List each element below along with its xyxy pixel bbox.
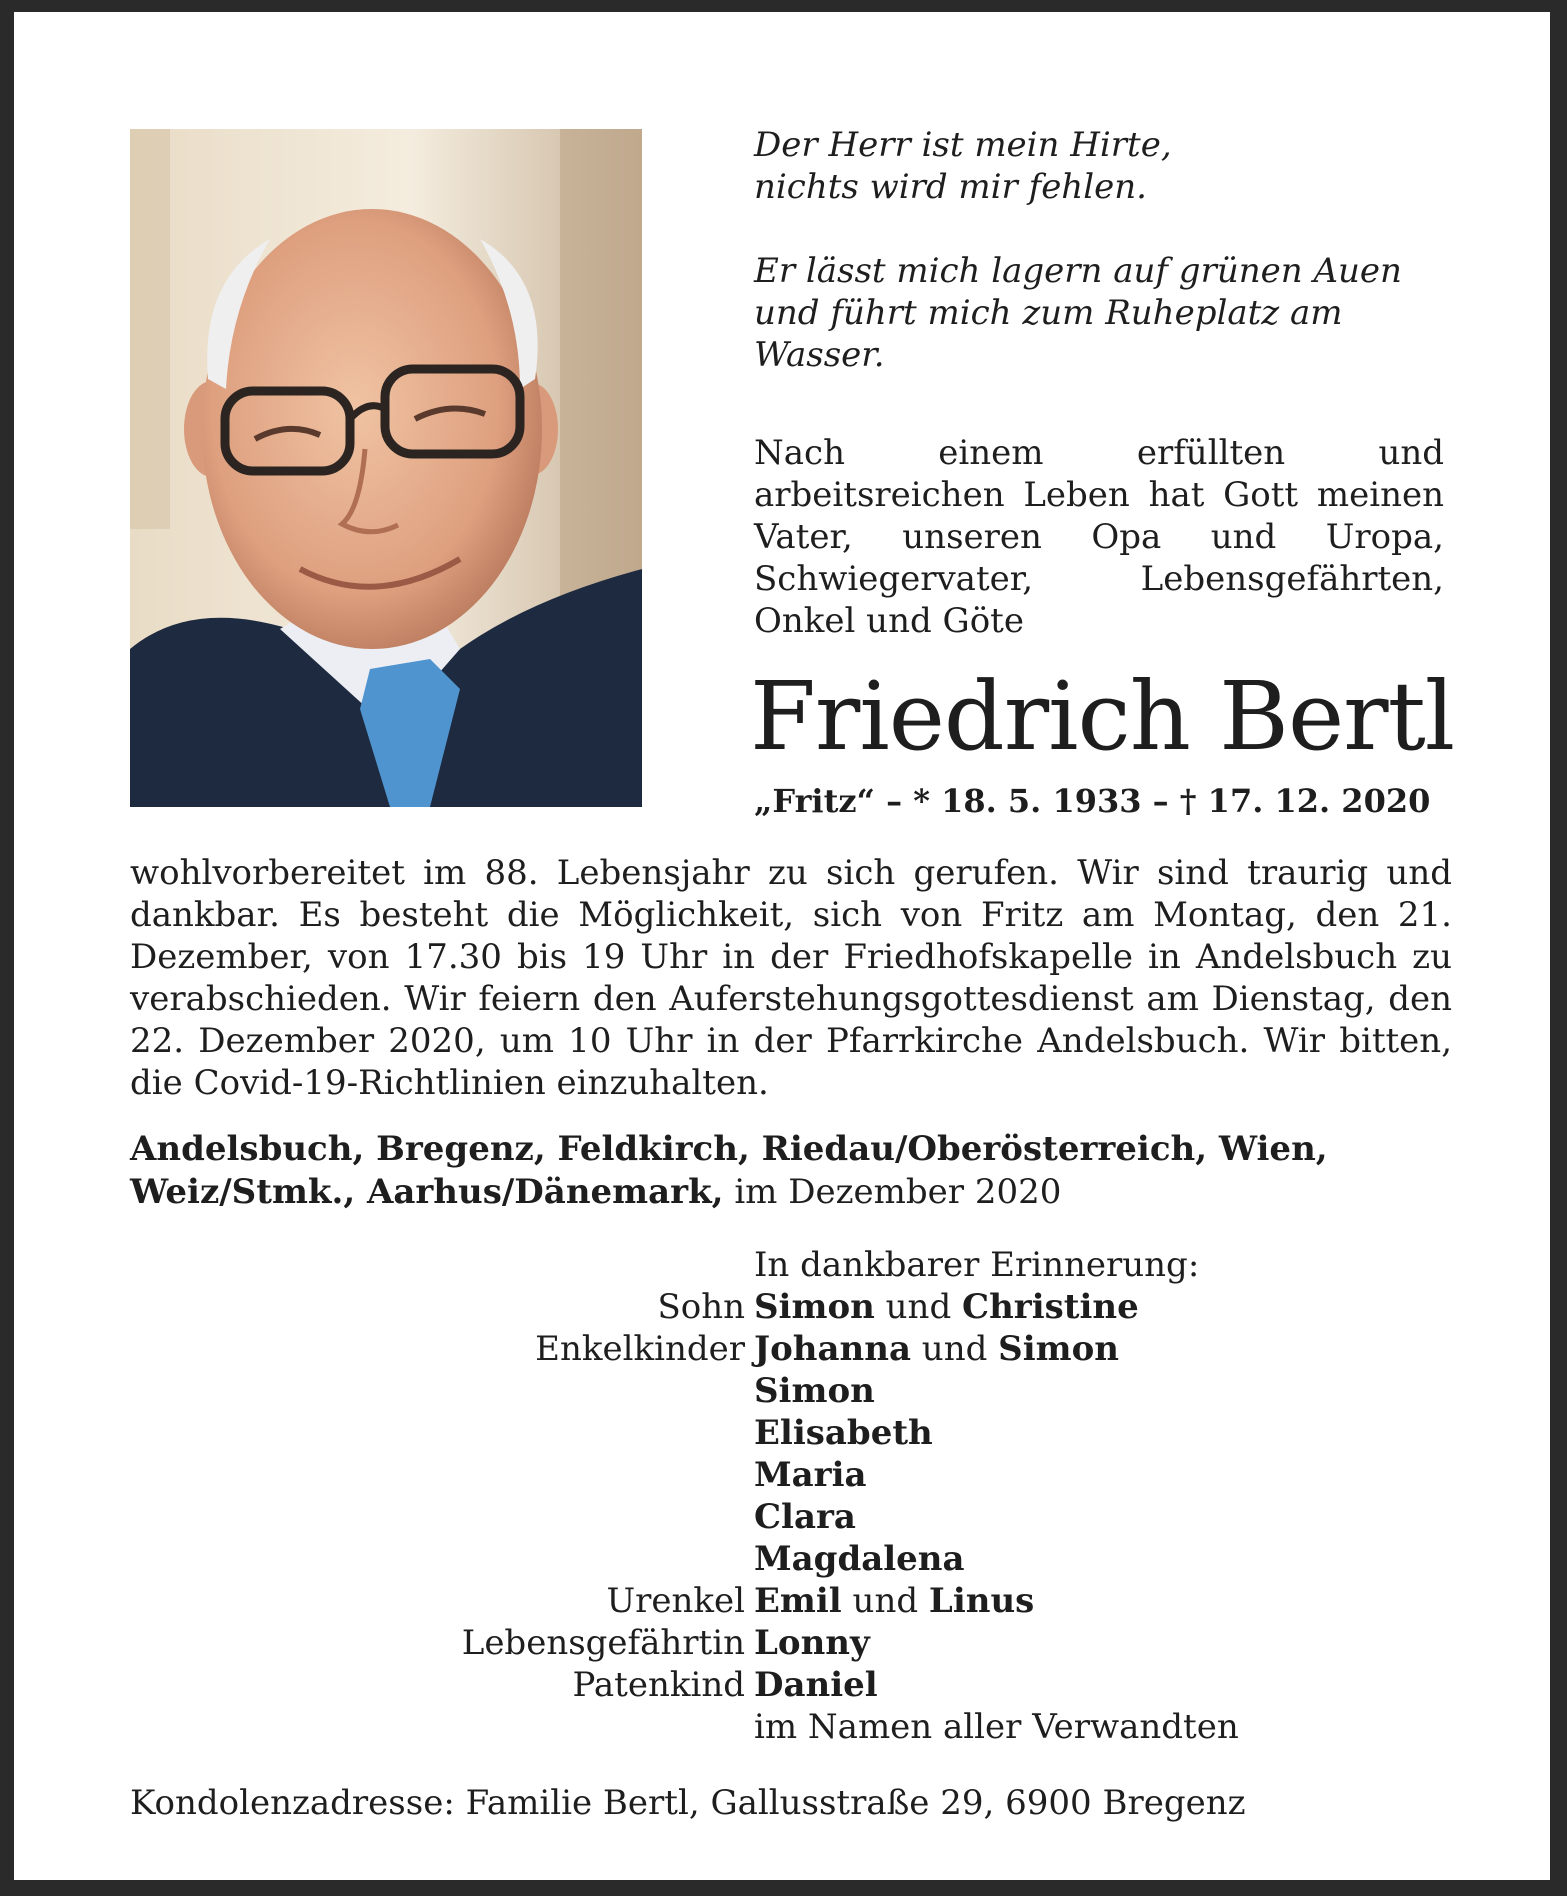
places-date: im Dezember 2020 [734,1172,1062,1212]
family-row-grandchild [130,1538,1452,1580]
family-row-godchild [130,1664,1452,1706]
closing-text: im Namen aller Verwandten [754,1707,1239,1747]
intro-text: Nach einem erfüllten und arbeitsreichen Leben hat Gott meinen Vater, unseren Opa und Uropa, Schwiegervater, Lebensgefährten, Onkel und Göte [754,433,1444,641]
family-row-son [130,1286,1452,1328]
family-name: Simon [754,1371,875,1411]
family-names [754,1580,1034,1622]
family-row-grandchild [130,1454,1452,1496]
family-name: Lonny [754,1623,870,1663]
memory-heading: In dankbarer Erinnerung: [754,1245,1200,1285]
relation-label: Enkelkinder [535,1329,745,1369]
places-list: Andelsbuch, Bregenz, Feldkirch, Riedau/Oberösterreich, Wien, Weiz/Stmk., Aarhus/Dänemark, [130,1129,1328,1212]
psalm-line: nichts wird mir fehlen. [754,167,1147,207]
nickname: „Fritz“ [754,782,875,820]
psalm-line: und führt mich zum Ruheplatz am Wasser. [754,293,1343,375]
obituary-page [14,12,1550,1880]
conjunction: und [885,1287,952,1327]
conjunction: und [852,1581,919,1621]
relation-label: Lebensgefährtin [461,1623,745,1663]
family-names [754,1328,1119,1370]
birth-label: – * [886,782,930,820]
family-row-grandchild [130,1412,1452,1454]
family-name: Simon [998,1329,1120,1369]
family-name: Magdalena [754,1539,965,1579]
deceased-name: Friedrich Bertl [750,662,1455,772]
family-row-grandchild [130,1496,1452,1538]
family-name: Emil [754,1581,842,1621]
family-name: Linus [928,1581,1035,1621]
family-row-grandchild [130,1370,1452,1412]
psalm-line: Der Herr ist mein Hirte, [754,125,1172,165]
birth-date: 18. 5. 1933 [941,782,1142,820]
family-name: Clara [754,1497,856,1537]
family-row-closing [130,1706,1452,1748]
family-name: Daniel [754,1665,878,1705]
death-date: 17. 12. 2020 [1207,782,1431,820]
family-row-great-grandchildren [130,1580,1452,1622]
death-label: – † [1152,782,1197,820]
family-name: Johanna [754,1329,911,1369]
family-row-grandchildren [130,1328,1452,1370]
family-name: Elisabeth [754,1413,933,1453]
family-name: Maria [754,1455,867,1495]
relation-label: Sohn [657,1287,745,1327]
family-row-partner [130,1622,1452,1664]
conjunction: und [921,1329,988,1369]
family-list [130,1286,1452,1748]
places-line [130,1128,1452,1214]
family-name: Simon [754,1287,875,1327]
psalm-quote [754,124,1454,376]
relation-label: Urenkel [606,1581,745,1621]
life-dates [754,779,1454,823]
psalm-line: Er lässt mich lagern auf grünen Auen [754,251,1402,291]
family-name: Christine [962,1287,1139,1327]
condolence-address: Kondolenzadresse: Familie Bertl, Gallusstraße 29, 6900 Bregenz [130,1783,1246,1823]
family-names [754,1286,1139,1328]
portrait-photo [130,129,642,807]
relation-label: Patenkind [572,1665,745,1705]
announcement-body: wohlvorbereitet im 88. Lebensjahr zu sich gerufen. Wir sind traurig und dankbar. Es besteht die Möglichkeit, sich von Fritz am Montag, den 21. Dezember, von 17.30 bis 19 Uhr in der Friedhofskapelle in Andelsbuch zu verabschieden. Wir feiern den Auferstehungsgottesdienst am Dienstag, den 22. Dezember 2020, um 10 Uhr in der Pfarrkirche Andelsbuch. Wir bitten, die Covid-19-Richtlinien einzuhalten. [130,853,1452,1103]
